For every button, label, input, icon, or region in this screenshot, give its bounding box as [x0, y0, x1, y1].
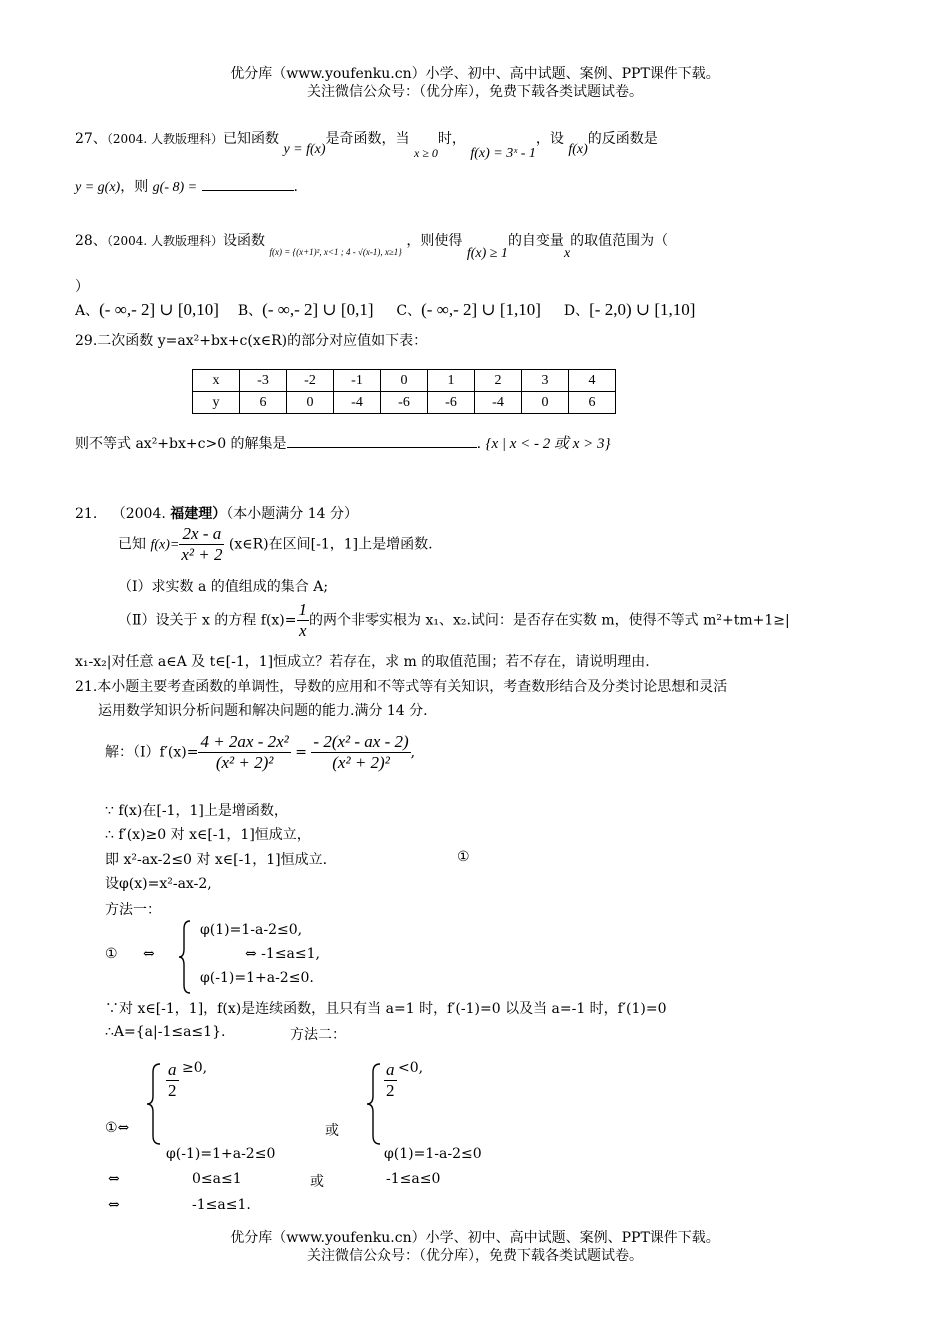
q28-number: 28、: [75, 233, 107, 249]
solution-derivative: [105, 732, 415, 773]
q28-option-b-label: B、: [237, 303, 263, 319]
q28-text: 的自变量: [507, 233, 564, 249]
comma: ,: [410, 744, 416, 761]
method-two-or: 或: [325, 1123, 339, 1139]
q27-formula-2: x ≥ 0: [414, 146, 438, 160]
method-two-b-fraction: [384, 1060, 397, 1101]
derivative-fraction-1-denominator: (x² + 2)²: [215, 753, 274, 772]
method-two-a-row-2: φ(-1)=1+a-2≤0: [166, 1146, 276, 1162]
table-cell: 1: [428, 370, 475, 392]
q29-title: 29.二次函数 y=ax²+bx+c(x∈R)的部分对应值如下表：: [75, 333, 428, 349]
q28-option-d: [- 2,0) ∪ [1,10]: [589, 300, 696, 319]
derivative-fraction-1: [198, 732, 290, 773]
table-cell: 3: [522, 370, 569, 392]
q27-source: （2004. 人教版理科）: [106, 132, 223, 146]
q29-answer-set: {x | x < - 2 或 x > 3}: [485, 436, 611, 452]
a-over-2-fraction: [384, 1060, 397, 1101]
q27-formula-4: f(x): [568, 142, 588, 157]
equals-sign: =: [295, 744, 307, 761]
q27-text: ，设: [535, 131, 564, 147]
table-cell: 0: [381, 370, 428, 392]
method-one-row-2: ⇔ -1≤a≤1,: [245, 946, 320, 962]
q21-text: 已知: [118, 536, 146, 553]
table-cell: 0: [287, 392, 334, 414]
solution-step-2: ∴ f′(x)≥0 对 x∈[-1，1]恒成立，: [105, 827, 311, 843]
q28-piecewise-function: f(x) = {(x+1)², x<1 ; 4 - √(x-1), x≥1}: [269, 247, 402, 257]
q21-source-bold: 福建理）: [170, 506, 227, 522]
derivative-fraction-2-numerator: - 2(x² - ax - 2): [313, 732, 409, 751]
footer-line-1: 优分库（www.youfenku.cn）小学、初中、高中试题、案例、PPT课件下载。: [230, 1230, 720, 1246]
q27-gx: y = g(x): [75, 180, 121, 195]
table-cell: -3: [240, 370, 287, 392]
q28-condition: f(x) ≥ 1: [466, 246, 508, 261]
q28-option-c-label: C、: [396, 303, 422, 319]
fraction-denominator: 2: [386, 1081, 395, 1100]
q28-text: ，则使得: [406, 233, 463, 249]
a-over-2-fraction: [166, 1060, 179, 1101]
result-row-1-a: 0≤a≤1: [192, 1171, 242, 1187]
method-one-iff: ⇔: [143, 946, 155, 962]
q27-text: 时，: [437, 131, 466, 147]
q21-part2-numerator: 1: [298, 600, 307, 619]
table-cell: -4: [475, 392, 522, 414]
method-one-circle: ①: [105, 946, 118, 962]
table-row: [193, 370, 616, 392]
q21-fx: f(x)=: [150, 537, 180, 553]
table-cell: -6: [381, 392, 428, 414]
question-27-line-2: [75, 176, 298, 196]
result-row-1-or: 或: [310, 1174, 324, 1190]
table-cell: -6: [428, 392, 475, 414]
table-cell: x: [193, 370, 240, 392]
solution-derivative-label: 解：（Ⅰ）f′(x)=: [105, 744, 199, 761]
solution-step-4: 设φ(x)=x²-ax-2,: [105, 876, 212, 892]
q29-inequality-text: 则不等式 ax²+bx+c>0 的解集是: [75, 436, 287, 452]
q21-source: （2004.: [111, 506, 166, 522]
table-cell: 2: [475, 370, 522, 392]
q21-fraction-numerator: 2x - a: [179, 524, 224, 545]
q29-inequality: 则不等式 ax²+bx+c>0 的解集是 . {x | x < - 2 或 x > 3}: [75, 432, 611, 453]
q27-period: .: [293, 179, 298, 195]
q28-option-d-label: D、: [563, 303, 590, 319]
q21-part2-denominator: x: [298, 621, 307, 640]
fraction-numerator: a: [168, 1060, 177, 1079]
result-row-2-iff: ⇔: [108, 1197, 120, 1213]
q28-text: 设函数: [223, 233, 265, 249]
q27-number: 27、: [75, 131, 107, 147]
q27-answer-blank: [202, 176, 294, 191]
q28-option-c: (- ∞,- 2] ∪ [1,10]: [421, 300, 541, 319]
table-cell: -1: [334, 370, 381, 392]
q28-close-paren: ）: [75, 279, 89, 295]
q21-text: （Ⅱ）设关于 x 的方程 f(x)=: [118, 612, 297, 629]
method-two-b-row-2: φ(1)=1-a-2≤0: [384, 1146, 482, 1162]
q21-heading: [75, 503, 358, 523]
question-27-line-1: [75, 128, 658, 161]
circled-one-marker: ①: [457, 849, 470, 865]
q21-text: 的两个非零实根为 x₁、x₂.试问：是否存在实数 m，使得不等式 m²+tm+1≥|: [309, 612, 790, 629]
solution-intro-1: 21.本小题主要考查函数的单调性，导数的应用和不等式等有关知识，考查数形结合及分类讨论思想和灵活: [75, 679, 728, 695]
q27-text: ，则: [120, 179, 149, 195]
q28-text: 的取值范围为（: [570, 233, 669, 249]
q21-fraction: [179, 524, 224, 565]
solution-step-1: ∵ f(x)在[-1，1]上是增函数，: [105, 803, 288, 819]
table-row: [193, 392, 616, 414]
q21-points: （本小题满分 14 分）: [226, 506, 358, 522]
fraction-denominator: 2: [168, 1081, 177, 1100]
header-line-2: 关注微信公众号：（优分库），免费下载各类试题试卷。: [307, 84, 643, 100]
q21-text: (x∈R)在区间[-1，1]上是增函数.: [228, 536, 433, 553]
header-line-1: 优分库（www.youfenku.cn）小学、初中、高中试题、案例、PPT课件下载。: [230, 66, 720, 82]
table-cell: -4: [334, 392, 381, 414]
left-brace-icon: [178, 919, 192, 995]
table-cell: 0: [522, 392, 569, 414]
derivative-fraction-2-denominator: (x² + 2)²: [332, 753, 390, 772]
table-cell: 4: [569, 370, 616, 392]
table-cell: y: [193, 392, 240, 414]
method-two-lhs: ①⇔: [105, 1120, 130, 1136]
q21-fraction-denominator: x² + 2: [181, 545, 223, 564]
q29-answer-blank: [287, 433, 477, 448]
q27-text: 的反函数是: [587, 131, 658, 147]
q28-option-a-label: A、: [75, 303, 100, 319]
method-one-row-1: φ(1)=1-a-2≤0,: [200, 922, 303, 938]
result-row-1-b: -1≤a≤0: [386, 1171, 441, 1187]
table-cell: 6: [240, 392, 287, 414]
footer-line-2: 关注微信公众号：（优分库），免费下载各类试题试卷。: [307, 1248, 643, 1264]
q28-option-b: (- ∞,- 2] ∪ [0,1]: [262, 300, 374, 319]
left-brace-icon: [146, 1062, 162, 1146]
q27-formula-3: f(x) = 3ˣ - 1: [470, 146, 536, 161]
q21-part-1: （Ⅰ）求实数 a 的值组成的集合 A;: [118, 579, 329, 595]
method-two-b-relation: <0,: [398, 1060, 424, 1076]
solution-step-6: ∴A={a|-1≤a≤1}.: [105, 1024, 226, 1040]
q29-value-table: [192, 369, 616, 414]
q28-variable: x: [563, 246, 571, 261]
q27-formula-1: y = f(x): [283, 142, 326, 157]
method-two-a-fraction: [166, 1060, 179, 1101]
result-row-2-a: -1≤a≤1.: [192, 1197, 251, 1213]
q27-text: 已知函数: [223, 131, 279, 147]
left-brace-icon: [366, 1062, 382, 1146]
q28-options: [75, 300, 695, 320]
q27-g-minus-8: g(- 8) =: [152, 180, 198, 195]
q28-source: （2004. 人教版理科）: [106, 234, 223, 248]
solution-step-3: 即 x²-ax-2≤0 对 x∈[-1，1]恒成立.: [105, 852, 328, 868]
table-cell: -2: [287, 370, 334, 392]
fraction-numerator: a: [386, 1060, 395, 1079]
solution-intro-2: 运用数学知识分析问题和解决问题的能力.满分 14 分.: [98, 703, 428, 719]
q21-part2-fraction: [297, 600, 310, 641]
result-row-1-iff: ⇔: [108, 1171, 120, 1187]
solution-step-5: ∵对 x∈[-1，1]，f(x)是连续函数，且只有当 a=1 时，f′(-1)=0 以及当 a=-1 时，f′(1)=0: [105, 1001, 667, 1017]
method-one-label: 方法一：: [105, 902, 161, 918]
method-two-label: 方法二：: [290, 1027, 346, 1043]
q28-option-a: (- ∞,- 2] ∪ [0,10]: [99, 300, 219, 319]
derivative-fraction-2: [311, 732, 410, 773]
q21-number: 21.: [75, 506, 98, 522]
table-cell: 6: [569, 392, 616, 414]
method-one-row-3: φ(-1)=1+a-2≤0.: [200, 970, 314, 986]
q21-part-2-line-2: x₁-x₂|对任意 a∈A 及 t∈[-1，1]恒成立？若存在，求 m 的取值范围；若不存在，请说明理由.: [75, 654, 650, 670]
q21-given: [118, 524, 433, 565]
derivative-fraction-1-numerator: 4 + 2ax - 2x²: [200, 732, 289, 751]
q27-text: 是奇函数，当: [325, 131, 410, 147]
method-two-a-relation: ≥0,: [182, 1060, 208, 1076]
q21-part-2-line-1: [118, 600, 790, 641]
